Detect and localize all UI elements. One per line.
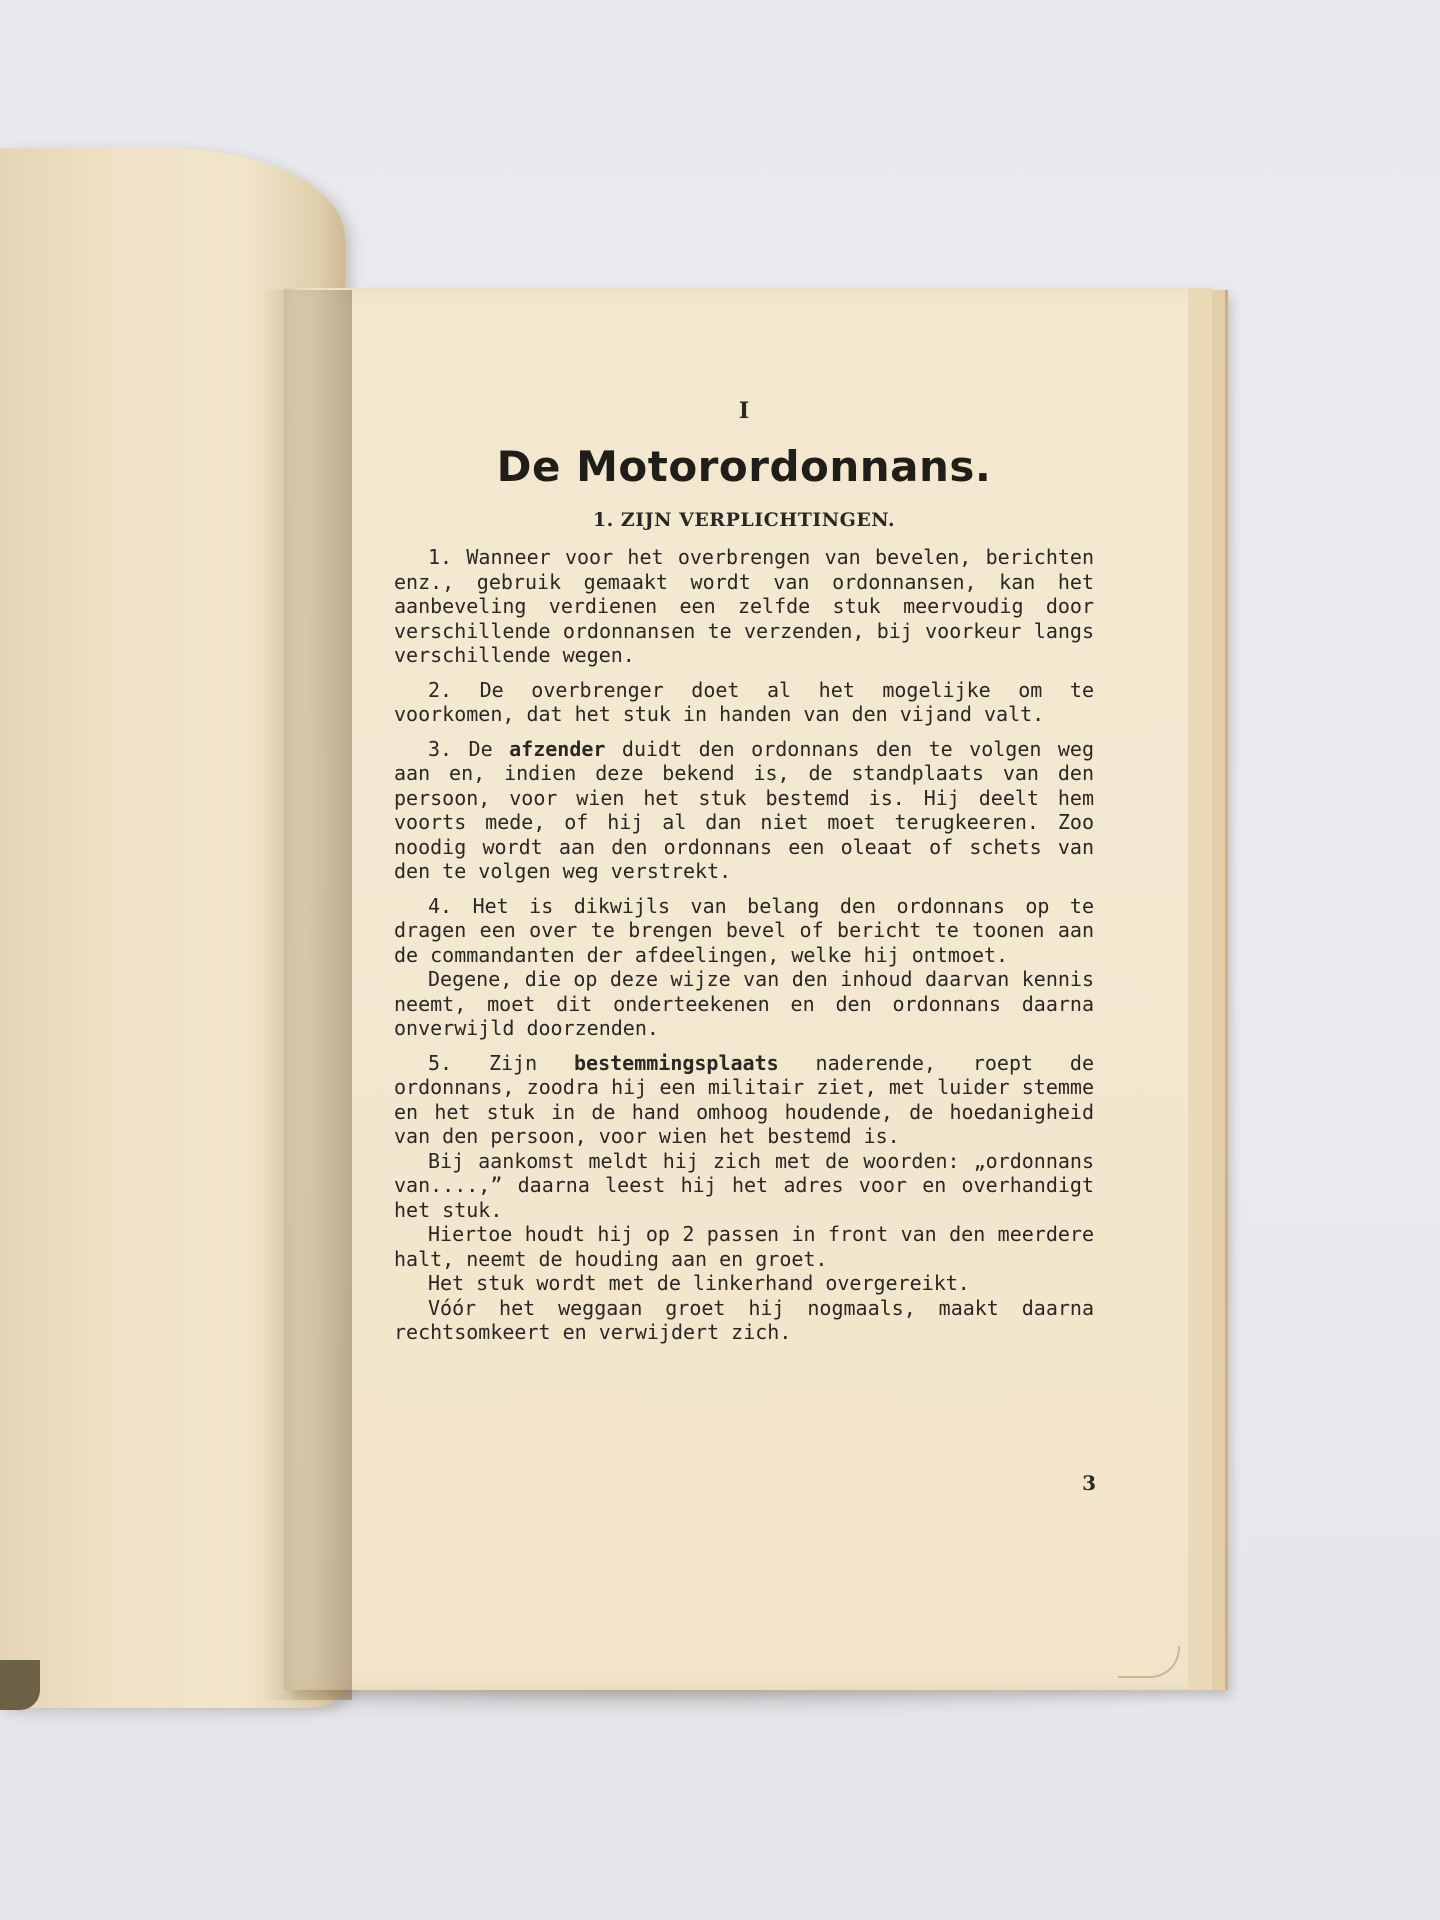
page-number: 3 xyxy=(1082,1471,1096,1495)
paragraph-3-bold-term: afzender xyxy=(509,736,606,761)
paragraph-1: 1. Wanneer voor het overbrengen van bevelen, berichten enz., gebruik gemaakt wordt van ordonnansen, kan het aanbeveling verdienen een zelfde stuk meervoudig door verschillende ordonnansen te verzenden, bij voorkeur langs verschillende wegen. xyxy=(394,545,1094,667)
paragraph-5-continued-1: Bij aankomst meldt hij zich met de woorden: „ordonnans van....,” daarna leest hij het adres voor en overhandigt het stuk. xyxy=(394,1148,1094,1222)
right-page xyxy=(284,288,1188,1690)
paragraph-3-start: 3. De xyxy=(428,736,510,761)
spine-shadow xyxy=(262,290,352,1700)
paragraph-4-continued: Degene, die op deze wijze van den inhoud daarvan kennis neemt, moet dit onderteekenen en den ordonnans daarna onverwijld doorzenden. xyxy=(394,967,1094,1040)
page-content xyxy=(394,398,1094,1355)
section-heading: 1. ZIJN VERPLICHTINGEN. xyxy=(592,509,896,531)
paragraph-5-bold-term: bestemmingsplaats xyxy=(573,1050,779,1075)
chapter-title: De Motorordonnans. xyxy=(496,442,992,491)
paragraph-5-continued-2: Hiertoe houdt hij op 2 passen in front van den meerdere halt, neemt de houding aan en groet. xyxy=(394,1222,1094,1271)
paragraph-5 xyxy=(394,1051,1094,1149)
paragraph-5-continued-4: Vóór het weggaan groet hij nogmaals, maakt daarna rechtsomkeert en verwijdert zich. xyxy=(394,1295,1094,1344)
chapter-number: I xyxy=(738,398,750,424)
paragraph-5-rest: naderende, roept de ordonnans, zoodra hij een militair ziet, met luider stemme en het stuk in de hand omhoog houdende, de hoedanigheid van den persoon, voor wien het bestemd is. xyxy=(394,1050,1094,1148)
paragraph-2: 2. De overbrenger doet al het mogelijke om te voorkomen, dat het stuk in handen van den vijand valt. xyxy=(394,677,1094,726)
corner-wear-mark xyxy=(1118,1646,1180,1678)
paragraph-4: 4. Het is dikwijls van belang den ordonnans op te dragen een over te brengen bevel of bericht te toonen aan de commandanten der afdeelingen, welke hij ontmoet. xyxy=(394,893,1094,967)
paragraph-5-start: 5. Zijn xyxy=(428,1050,574,1075)
paragraph-3 xyxy=(394,737,1094,884)
paragraph-3-rest: duidt den ordonnans den te volgen weg aan en, indien deze bekend is, de standplaats van den persoon, voor wien het stuk bestemd is. Hij deelt hem voorts mede, of hij al dan niet moet terugkeeren. Zoo noodig wordt aan den ordonnans een oleaat of schets van den te volgen weg verstrekt. xyxy=(394,736,1094,883)
cover-edge xyxy=(0,1660,40,1710)
paragraph-5-continued-3: Het stuk wordt met de linkerhand overgereikt. xyxy=(428,1271,970,1295)
